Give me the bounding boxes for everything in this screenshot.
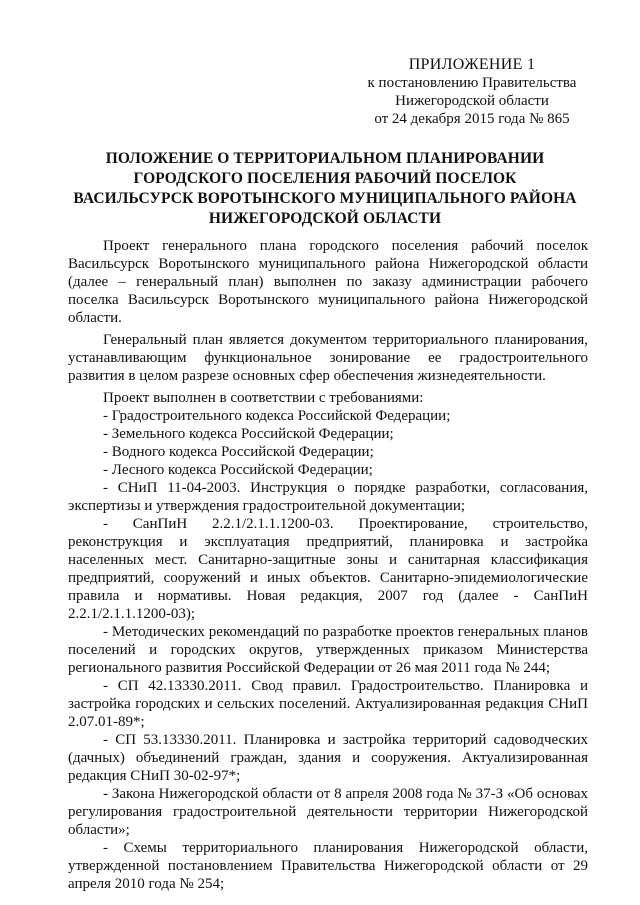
paragraph-general-plan: Генеральный план является документом территориального планирования, устанавливающим функциональное зонирование ее градостроительного развития в целом разрезе основных сфер обеспечения жизнедеятельности. — [68, 332, 588, 384]
appendix-line-3: от 24 декабря 2015 года № 865 — [374, 111, 570, 127]
list-item: - СНиП 11-04-2003. Инструкция о порядке разработки, согласования, экспертизы и утверждения градостроительной документации; — [68, 480, 588, 514]
paragraph-requirements: Проект выполнен в соответствии с требованиями: — [103, 390, 424, 406]
list-item: - Лесного кодекса Российской Федерации; — [103, 462, 373, 478]
list-item: - Методических рекомендаций по разработке проектов генеральных планов поселений и городских округов, утвержденных приказом Министерства регионального развития Российской Федерации от 26 мая 2011 года № 244; — [68, 624, 588, 676]
list-item: - СП 53.13330.2011. Планировка и застройка территорий садоводческих (дачных) объединений граждан, здания и сооружения. Актуализированная редакция СНиП 30-02-97*; — [68, 732, 588, 784]
appendix-block — [352, 56, 592, 128]
list-item: - СанПиН 2.2.1/2.1.1.1200-03. Проектирование, строительство, реконструкция и эксплуатация предприятий, планировка и застройка населенных мест. Санитарно-защитные зоны и санитарная классификация предприятий, сооружений и иных объектов. Санитарно-эпидемиологические правила и нормативы. Новая редакция, 2007 год (далее - СанПиН 2.2.1/2.1.1.1200-03); — [68, 516, 588, 622]
list-item: - СП 42.13330.2011. Свод правил. Градостроительство. Планировка и застройка городских и сельских поселений. Актуализированная редакция СНиП 2.07.01-89*; — [68, 678, 588, 730]
list-item: - Закона Нижегородской области от 8 апреля 2008 года № 37-З «Об основах регулирования градостроительной деятельности территории Нижегородской области»; — [68, 786, 588, 838]
title-line-1: ПОЛОЖЕНИЕ О ТЕРРИТОРИАЛЬНОМ ПЛАНИРОВАНИИ — [105, 150, 545, 167]
document-title — [40, 149, 610, 229]
appendix-title: ПРИЛОЖЕНИЕ 1 — [408, 56, 536, 73]
title-line-4: НИЖЕГОРОДСКОЙ ОБЛАСТИ — [208, 210, 442, 227]
document-body — [68, 237, 588, 893]
list-item: - Земельного кодекса Российской Федерации; — [103, 426, 394, 442]
list-item: - Водного кодекса Российской Федерации; — [103, 444, 374, 460]
list-item: - Градостроительного кодекса Российской Федерации; — [103, 408, 451, 424]
title-line-3: ВАСИЛЬСУРСК ВОРОТЫНСКОГО МУНИЦИПАЛЬНОГО РАЙОНА — [73, 190, 577, 207]
appendix-line-2: Нижегородской области — [395, 93, 549, 109]
title-line-2: ГОРОДСКОГО ПОСЕЛЕНИЯ РАБОЧИЙ ПОСЕЛОК — [133, 170, 517, 187]
list-item: - Схемы территориального планирования Нижегородской области, утвержденной постановлением Правительства Нижегородской области от 29 апреля 2010 года № 254; — [68, 840, 588, 892]
appendix-line-1: к постановлению Правительства — [367, 75, 577, 91]
paragraph-intro: Проект генерального плана городского поселения рабочий поселок Васильсурск Воротынского муниципального района Нижегородской области (далее – генеральный план) выполнен по заказу администрации рабочего поселка Васильсурск Воротынского муниципального района Нижегородской области. — [68, 238, 588, 326]
